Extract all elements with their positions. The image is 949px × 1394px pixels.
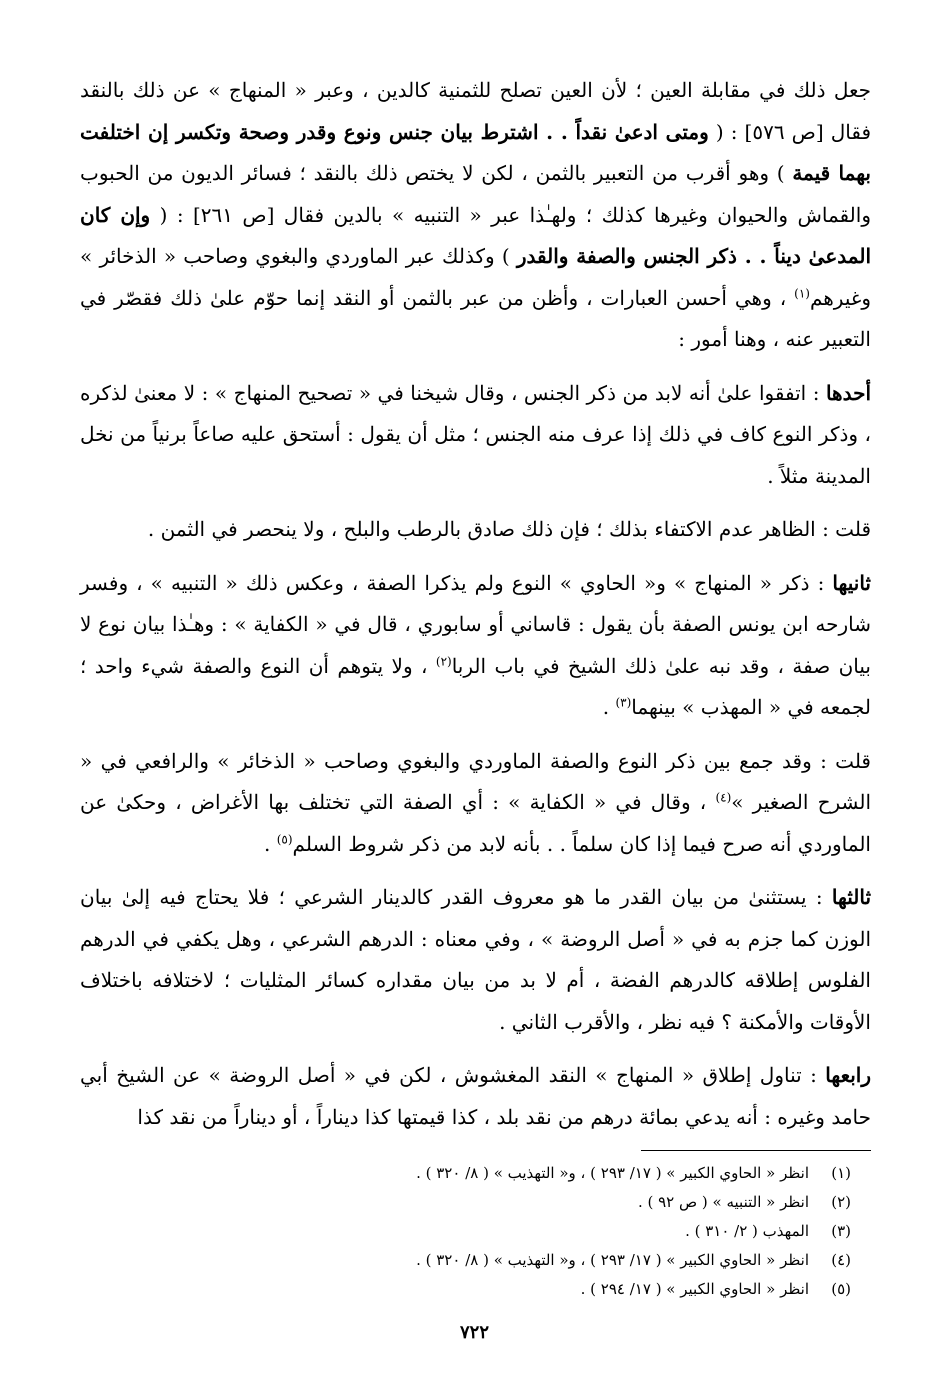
footnote-text: المهذب ( ٢/ ٣١٠ ) .: [685, 1222, 809, 1240]
text-run: قلت : وقد جمع بين ذكر النوع والصفة الماوردي والبغوي وصاحب « الذخائر » والرافعي في « الشرح الصغير »: [80, 748, 872, 814]
page-number: ٧٢٢: [459, 1322, 489, 1343]
text-run: قلت : الظاهر عدم الاكتفاء بذلك ؛ فإن ذلك صادق بالرطب والبلح ، ولا ينحصر في الثمن .: [147, 517, 871, 541]
footnote-number: (١): [831, 1164, 851, 1182]
text-run: .: [602, 695, 616, 719]
text-run: ، وهي أحسن العبارات ، وأظن من عبر بالثمن أو النقد إنما حوّم علىٰ ذلك فقصّر في التعبير عنه ، وهنا أمور :: [80, 285, 871, 351]
paragraph: [80, 741, 871, 866]
text-run: : اتفقوا علىٰ أنه لابد من ذكر الجنس ، وقال شيخنا في « تصحيح المنهاج » : لا معنىٰ لذكره ، وذكر النوع كاف في ذلك إذا عرف منه الجنس ؛ مثل أن يقول : أستحق عليه صاعاً برنياً من نخل المدينة مثلاً .: [80, 380, 871, 488]
paragraph: [80, 509, 871, 551]
bold-phrase: ثالثها: [831, 885, 872, 909]
paragraph: [80, 563, 871, 729]
text-run: : تناول إطلاق « المنهاج » النقد المغشوش ، لكن في « أصل الروضة » عن الشيخ أبي حامد وغيره : أنه يدعي بمائة درهم من نقد بلد ، كذا قيمتها كذا ديناراً ، أو ديناراً من نقد كذا: [80, 1063, 871, 1129]
footnote-text: انظر « التنبيه » ( ص ٩٢ ) .: [637, 1193, 809, 1211]
bold-phrase: رابعها: [825, 1063, 871, 1087]
footnote-text: انظر « الحاوي الكبير » ( ١٧/ ٢٩٣ ) ، و« التهذيب » ( ٨/ ٣٢٠ ) .: [416, 1164, 809, 1182]
footnote-number: (٥): [831, 1280, 851, 1298]
footnote: [80, 1275, 851, 1304]
footnote: [80, 1246, 851, 1275]
bold-phrase: أحدها: [825, 380, 871, 405]
bold-phrase: وإن كان المدعىٰ ديناً . . ذكر الجنس والصفة والقدر: [80, 202, 871, 268]
paragraph: [80, 1055, 871, 1138]
footnote: [80, 1217, 851, 1246]
text-run: .: [263, 831, 277, 856]
footnote-ref: (١): [794, 285, 810, 300]
text-run: ) وكذلك عبر الماوردي والبغوي وصاحب « الذخائر » وغيرهم: [80, 244, 871, 310]
footnote-number: (٤): [831, 1251, 851, 1269]
bold-phrase: ثانيها: [832, 570, 871, 595]
footnote-text: انظر « الحاوي الكبير » ( ١٧/ ٢٩٣ ) ، و« التهذيب » ( ٨/ ٣٢٠ ) .: [416, 1251, 809, 1269]
body-text: [80, 70, 871, 1138]
footnote-ref: (٥): [276, 831, 293, 846]
footnote-ref: (٢): [435, 653, 452, 668]
bold-phrase: ومتى ادعىٰ نقداً . . اشترط بيان جنس ونوع وقدر وصحة وتكسر إن اختلفت بهما قيمة: [80, 119, 871, 185]
footnote: [80, 1159, 851, 1188]
paragraph: [80, 373, 871, 498]
text-run: : يستثنىٰ من بيان القدر ما هو معروف القدر كالدينار الشرعي ؛ فلا يحتاج فيه إلىٰ بيان الوزن كما جزم به في « أصل الروضة » ، وفي معناه : الدرهم الشرعي ، وهل يكفي في الدرهم الفلوس إطلاقه كالدرهم الفضة ، أم لا بد من بيان مقداره كسائر المثليات ؛ لاختلافه باختلاف الأوقات والأمكنة ؟ فيه نظر ، والأقرب الثاني .: [80, 885, 871, 1034]
footnote-number: (٣): [831, 1222, 851, 1240]
text-run: ، ولا يتوهم أن النوع والصفة شيء واحد ؛ لجمعه في « المهذب » بينهما: [80, 653, 871, 719]
text-run: ) وهو أقرب من التعبير بالثمن ، لكن لا يختص ذلك بالنقد ؛ فسائر الديون من الحبوب والقماش والحيوان وغيرها كذلك ؛ ولهـٰذا عبر « التنبيه » بالدين فقال [ص ٢٦١] : (: [80, 161, 871, 227]
text-run: ، وقال في « الكفاية » : أي الصفة التي تختلف بها الأغراض ، وحكىٰ عن الماوردي أنه صرح فيما إذا كان سلماً . . بأنه لابد من ذكر شروط السلم: [80, 790, 871, 856]
footnote-text: انظر « الحاوي الكبير » ( ١٧/ ٢٩٤ ) .: [580, 1280, 809, 1298]
paragraph: [80, 877, 871, 1043]
footnote-ref: (٣): [615, 695, 632, 710]
paragraph: [80, 70, 871, 361]
text-run: جعل ذلك في مقابلة العين ؛ لأن العين تصلح للثمنية كالدين ، وعبر « المنهاج » عن ذلك بالنقد فقال [ص ٥٧٦] : (: [80, 78, 872, 144]
footnotes: [80, 1159, 871, 1304]
footnote-separator: [641, 1150, 871, 1151]
text-run: : ذكر « المنهاج » و« الحاوي » النوع ولم يذكرا الصفة ، وعكس ذلك « التنبيه » ، وفسر شارحه ابن يونس الصفة بأن يقول : قاساني أو سابوري ، قال في « الكفاية » : وهـٰذا بيان نوع لا بيان صفة ، وقد نبه علىٰ ذلك الشيخ في باب الربا: [80, 570, 871, 678]
footnote-number: (٢): [831, 1193, 851, 1211]
footnote: [80, 1188, 851, 1217]
footnote-ref: (٤): [715, 790, 732, 805]
